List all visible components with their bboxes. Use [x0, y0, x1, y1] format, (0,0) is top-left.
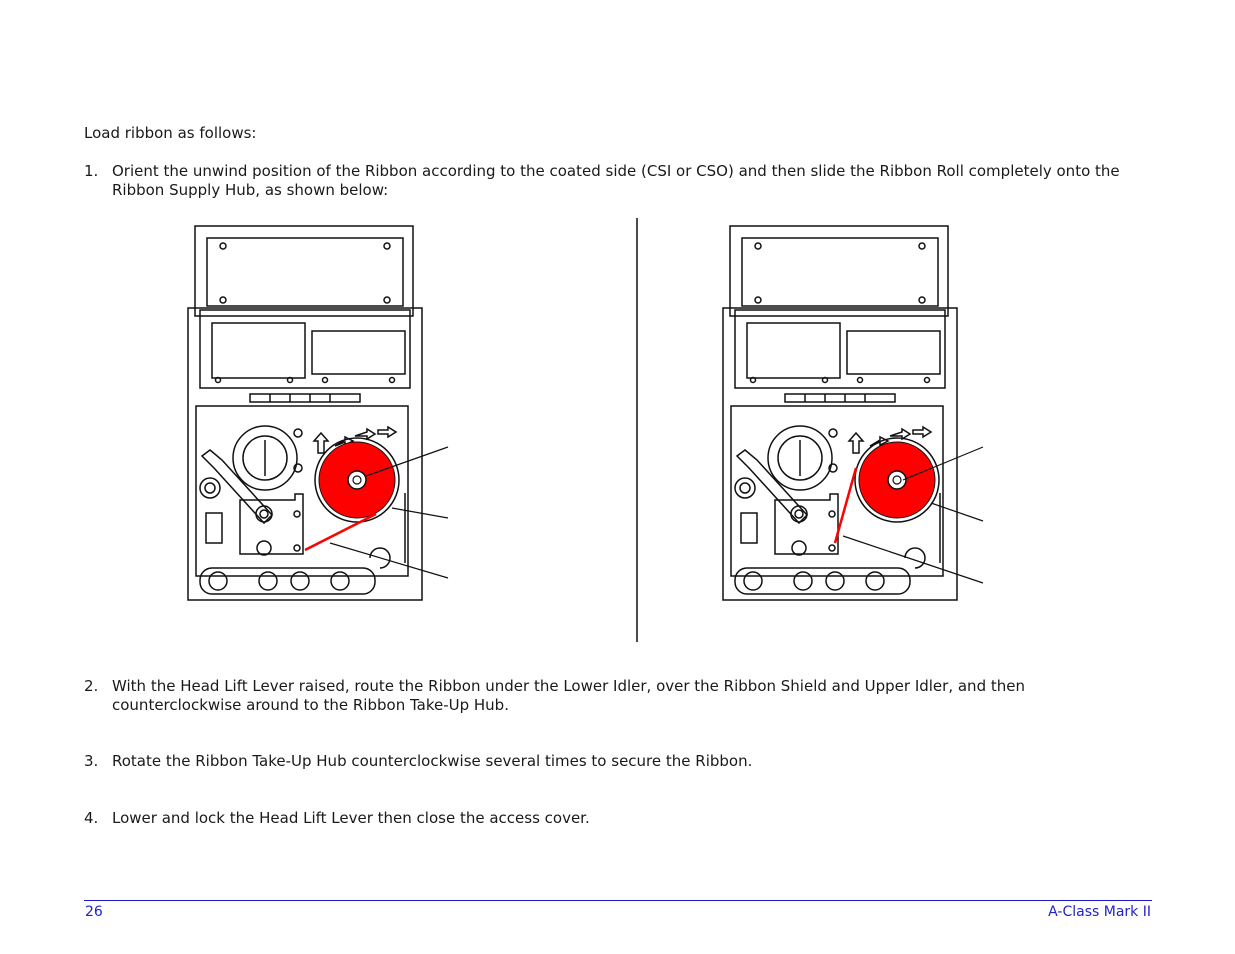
- step-text: Rotate the Ribbon Take-Up Hub counterclockwise several times to secure the Ribbon.: [112, 752, 753, 770]
- footer-divider: [84, 900, 1152, 901]
- step-3: [84, 752, 1154, 771]
- step-number: 1.: [84, 162, 99, 180]
- step-text: With the Head Lift Lever raised, route the Ribbon under the Lower Idler, over the Ribbon Shield and Upper Idler, and then counterclockwise around to the Ribbon Take-Up Hub.: [112, 677, 1025, 714]
- printer-cso-drawing: [723, 226, 983, 600]
- step-number: 3.: [84, 752, 99, 770]
- document-title: A-Class Mark II: [1048, 904, 1151, 920]
- step-number: 4.: [84, 809, 99, 827]
- ribbon-loading-figure: [180, 218, 1010, 648]
- step-text: Lower and lock the Head Lift Lever then close the access cover.: [112, 809, 590, 827]
- intro-text: Load ribbon as follows:: [84, 124, 257, 142]
- page-number: 26: [85, 904, 103, 920]
- step-number: 2.: [84, 677, 99, 695]
- step-2: [84, 677, 1154, 715]
- step-4: [84, 809, 1154, 828]
- step-text: Orient the unwind position of the Ribbon according to the coated side (CSI or CSO) and then slide the Ribbon Roll completely onto the Ribbon Supply Hub, as shown below:: [112, 162, 1120, 199]
- step-1: [84, 162, 1154, 200]
- printer-csi-drawing: [188, 226, 448, 600]
